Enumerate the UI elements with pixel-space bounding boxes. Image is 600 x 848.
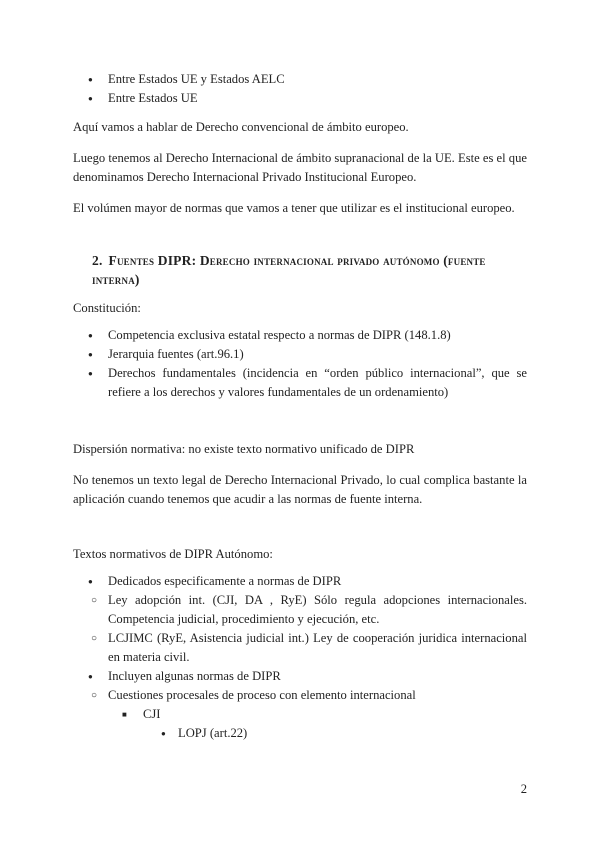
paragraph: El volúmen mayor de normas que vamos a tener que utilizar es el institucional europeo. [73,201,515,215]
list-item: ● Derechos fundamentales (incidencia en “orden público internacional”, que se refiere a los derechos y valores fundamentales de un ordenamiento) [73,364,527,402]
paragraph: Luego tenemos al Derecho Internacional de ámbito supranacional de la UE. Este es el que denominamos Derecho Internacional Privado Institucional Europeo. [73,151,527,184]
sub-list [73,591,527,667]
list-item: ○ Ley adopción int. (CJI, DA , RyE) Sólo regula adopciones internacionales. Competencia judicial, procedimiento y ejecución, etc. [73,591,527,629]
paragraph: Dispersión normativa: no existe texto normativo unificado de DIPR [73,442,415,456]
list-item [73,667,527,743]
list-item-title: CJI [143,707,161,721]
sub-sub-list [108,705,527,743]
list-item: ● Entre Estados UE y Estados AELC [73,70,527,89]
sub-sub-sub-list [143,724,527,743]
textos-label: Textos normativos de DIPR Autónomo: [73,547,273,561]
list-item: ● Jerarquia fuentes (art.96.1) [73,345,527,364]
constitucion-bullet-list [73,326,527,402]
list-item [73,686,527,743]
paragraph: Aquí vamos a hablar de Derecho convencional de ámbito europeo. [73,120,409,134]
section-number: 2. [92,253,103,268]
page-content [73,70,527,743]
list-item-title: Incluyen algunas normas de DIPR [108,669,281,683]
constitucion-label: Constitución: [73,301,141,315]
sub-list [73,686,527,743]
list-item: ○ LCJIMC (RyE, Asistencia judicial int.) Ley de cooperación juridica internacional en materia civil. [73,629,527,667]
list-item: ● Competencia exclusiva estatal respecto a normas de DIPR (148.1.8) [73,326,527,345]
list-item [73,572,527,667]
paragraph: No tenemos un texto legal de Derecho Internacional Privado, lo cual complica bastante la aplicación cuando tenemos que acudir a las normas de fuente interna. [73,473,527,506]
section-title: Fuentes DIPR: Derecho internacional privado autónomo (fuente interna) [92,253,486,287]
section-heading [73,251,527,289]
page-number: 2 [520,782,527,796]
list-item: ● LOPJ (art.22) [143,724,527,743]
list-item-title: Cuestiones procesales de proceso con elemento internacional [108,688,416,702]
list-item-title: Dedicados especificamente a normas de DIPR [108,574,342,588]
list-item: ● Entre Estados UE [73,89,527,108]
list-item [108,705,527,743]
intro-bullet-list [73,70,527,108]
textos-bullet-list [73,572,527,743]
